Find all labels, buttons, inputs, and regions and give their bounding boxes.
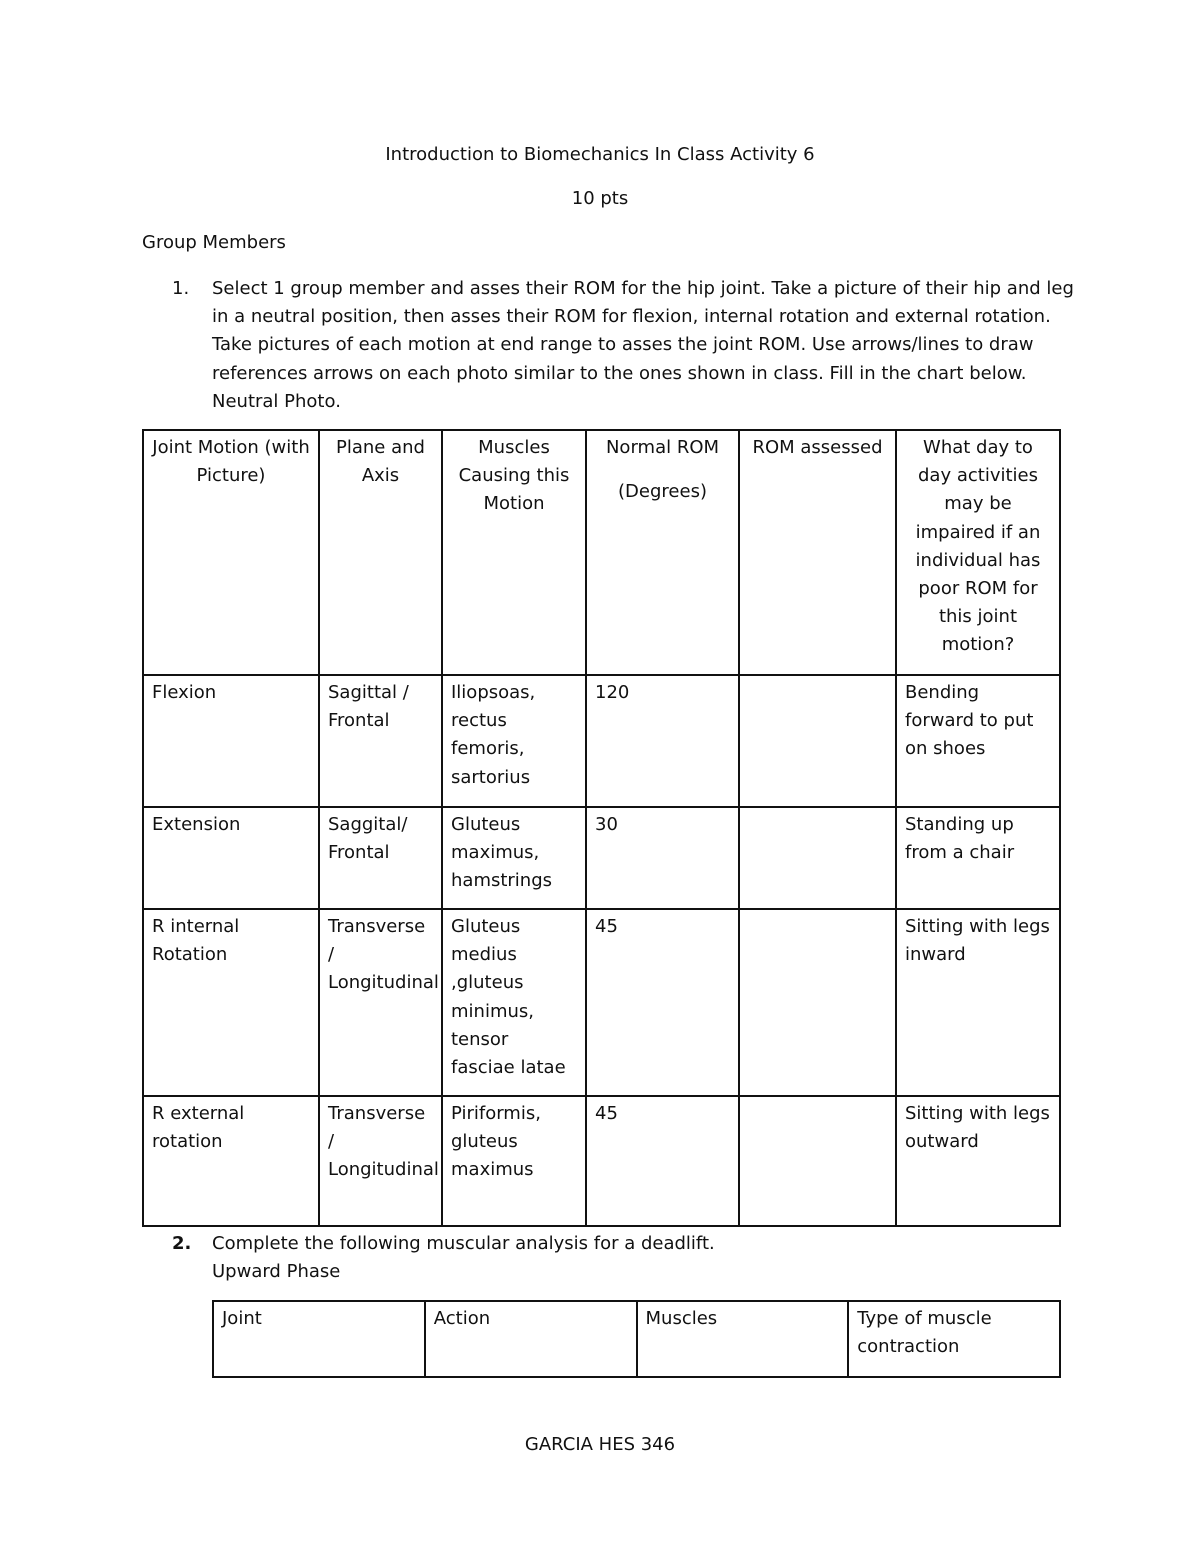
header-rom-assessed: ROM assessed (739, 430, 896, 675)
cell-plane: Sagittal / Frontal (319, 675, 442, 807)
cell-plane: Saggital/ Frontal (319, 807, 442, 909)
cell-motion: Flexion (143, 675, 319, 807)
header-normal-rom (586, 430, 739, 675)
document-footer: GARCIA HES 346 (524, 1434, 676, 1455)
cell-normal-rom: 30 (586, 807, 739, 909)
question-1-line: Neutral Photo. (212, 390, 341, 412)
cell-plane: Transverse / Longitudinal (319, 909, 442, 1096)
question-1-line: references arrows on each photo similar to the ones shown in class. Fill in the chart below. (212, 362, 1027, 384)
header-plane-axis: Plane and Axis (319, 430, 442, 675)
question-2-number: 2. (172, 1233, 192, 1254)
document-title: Introduction to Biomechanics In Class Activity 6 (385, 144, 815, 165)
rom-table (142, 429, 1061, 1227)
question-1-line: Take pictures of each motion at end range to asses the joint ROM. Use arrows/lines to draw (212, 334, 1034, 356)
cell-rom-assessed[interactable] (739, 909, 896, 1096)
cell-muscles: Piriformis, gluteus maximus (442, 1096, 586, 1226)
header-joint-motion: Joint Motion (with Picture) (143, 430, 319, 675)
question-2-phase: Upward Phase (212, 1261, 341, 1283)
cell-activity: Bending forward to put on shoes (896, 675, 1060, 807)
question-1-number: 1. (172, 278, 190, 299)
cell-normal-rom: 45 (586, 909, 739, 1096)
table-row (143, 675, 1060, 807)
header-muscles: Muscles Causing this Motion (442, 430, 586, 675)
rom-table-header-row (143, 430, 1060, 675)
deadlift-table (212, 1300, 1061, 1378)
question-1-line: Select 1 group member and asses their ROM for the hip joint. Take a picture of their hip and leg (212, 278, 1074, 299)
header-normal-rom-unit: (Degrees) (618, 481, 707, 503)
deadlift-header-contraction: Type of muscle contraction (848, 1301, 1060, 1377)
cell-motion: R internal Rotation (143, 909, 319, 1096)
table-row (143, 1096, 1060, 1226)
cell-normal-rom: 45 (586, 1096, 739, 1226)
deadlift-table-header-row (213, 1301, 1060, 1377)
cell-muscles: Gluteus medius ,gluteus minimus, tensor fasciae latae (442, 909, 586, 1096)
cell-motion: R external rotation (143, 1096, 319, 1226)
cell-plane: Transverse / Longitudinal (319, 1096, 442, 1226)
cell-activity: Sitting with legs inward (896, 909, 1060, 1096)
cell-motion: Extension (143, 807, 319, 909)
deadlift-header-action: Action (425, 1301, 637, 1377)
deadlift-header-joint: Joint (213, 1301, 425, 1377)
question-2-line: Complete the following muscular analysis for a deadlift. (212, 1233, 715, 1254)
cell-muscles: Iliopsoas, rectus femoris, sartorius (442, 675, 586, 807)
deadlift-header-muscles: Muscles (637, 1301, 849, 1377)
question-2-text (212, 1230, 1062, 1286)
question-1-text (212, 275, 1074, 416)
table-row (143, 909, 1060, 1096)
cell-rom-assessed[interactable] (739, 1096, 896, 1226)
cell-activity: Sitting with legs outward (896, 1096, 1060, 1226)
points-label: 10 pts (571, 188, 629, 209)
cell-muscles: Gluteus maximus, hamstrings (442, 807, 586, 909)
question-1-line: in a neutral position, then asses their ROM for flexion, internal rotation and external rotation. (212, 306, 1051, 328)
cell-rom-assessed[interactable] (739, 675, 896, 807)
table-row (143, 807, 1060, 909)
cell-rom-assessed[interactable] (739, 807, 896, 909)
cell-normal-rom: 120 (586, 675, 739, 807)
cell-activity: Standing up from a chair (896, 807, 1060, 909)
group-members-label: Group Members (142, 232, 286, 253)
header-activities: What day to day activities may be impaired if an individual has poor ROM for this joint motion? (896, 430, 1060, 675)
header-normal-rom-label: Normal ROM (605, 437, 720, 458)
